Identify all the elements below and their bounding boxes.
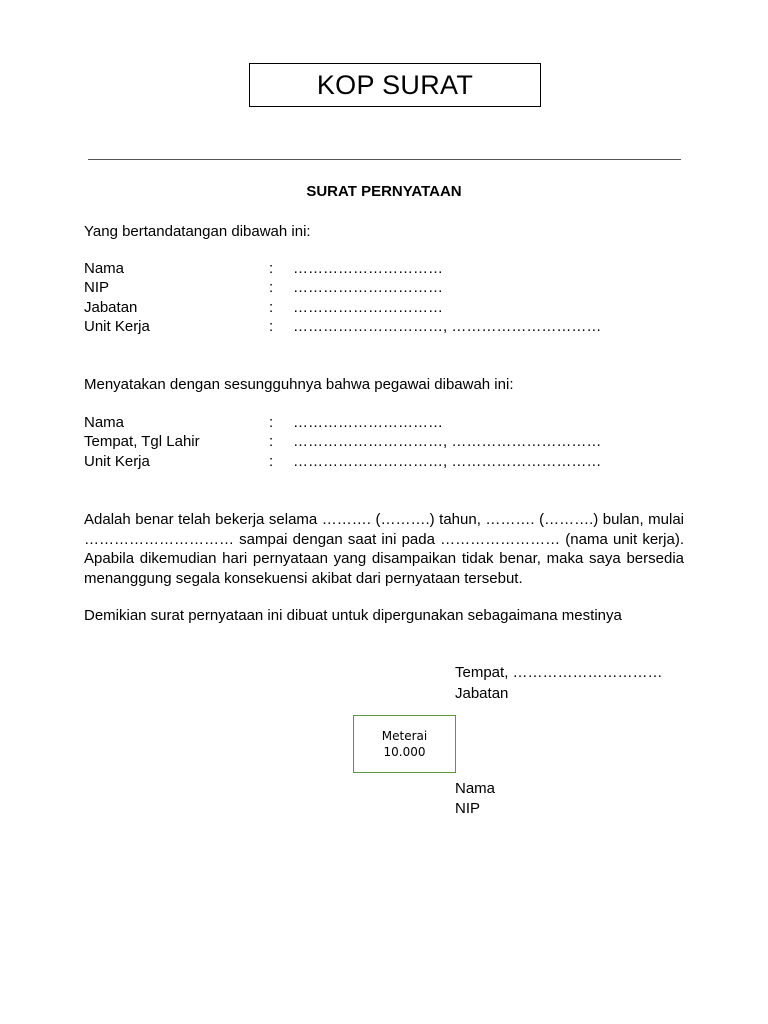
stamp-label: Meterai	[381, 729, 428, 743]
field-value: …………………………, …………………………	[293, 433, 602, 450]
field-colon: :	[269, 279, 274, 296]
field-label: Nama	[84, 414, 125, 431]
employee-row-unit	[84, 453, 684, 473]
field-colon: :	[269, 433, 274, 450]
signature-name: Nama	[455, 780, 496, 797]
closing-text: Demikian surat pernyataan ini dibuat untuk dipergunakan sebagaimana mestinya	[84, 607, 622, 624]
field-value: …………………………	[293, 279, 443, 296]
stamp-duty-box	[353, 715, 456, 773]
body-paragraph: Adalah benar telah bekerja selama ………. (……….) tahun, ………. (……….) bulan, mulai ………………………… sampai dengan saat ini pada …………………… (nama unit kerja). Apabila dikemudian hari pernyataan yang disampaikan tidak benar, maka saya bersedia menanggung segala konsekuensi akibat dari pernyataan tersebut.	[84, 511, 684, 587]
field-value: …………………………, …………………………	[293, 453, 602, 470]
employee-row-birth	[84, 433, 684, 453]
document-title: SURAT PERNYATAAN	[306, 183, 462, 200]
letterhead-placeholder	[249, 63, 541, 107]
signature-position: Jabatan	[455, 685, 509, 702]
field-label: NIP	[84, 279, 110, 296]
signature-nip: NIP	[455, 800, 481, 817]
field-colon: :	[269, 318, 274, 335]
field-value: …………………………, …………………………	[293, 318, 602, 335]
field-label: Nama	[84, 260, 125, 277]
field-value: …………………………	[293, 414, 443, 431]
field-colon: :	[269, 453, 274, 470]
letterhead-text: KOP SURAT	[316, 69, 474, 100]
signer-row-name	[84, 260, 684, 280]
field-label: Unit Kerja	[84, 453, 150, 470]
employee-row-name	[84, 414, 684, 434]
field-value: …………………………	[293, 299, 443, 316]
field-label: Jabatan	[84, 299, 138, 316]
field-colon: :	[269, 299, 274, 316]
signer-row-position	[84, 299, 684, 319]
signer-row-nip	[84, 279, 684, 299]
intro-text: Yang bertandatangan dibawah ini:	[84, 223, 311, 240]
field-label: Unit Kerja	[84, 318, 150, 335]
field-colon: :	[269, 414, 274, 431]
stamp-value: 10.000	[383, 745, 426, 759]
field-label: Tempat, Tgl Lahir	[84, 433, 200, 450]
statement-text: Menyatakan dengan sesungguhnya bahwa pegawai dibawah ini:	[84, 376, 514, 393]
field-value: …………………………	[293, 260, 443, 277]
signature-place-date: Tempat, …………………………	[455, 664, 663, 681]
signer-row-unit	[84, 318, 684, 338]
header-divider	[88, 159, 681, 160]
field-colon: :	[269, 260, 274, 277]
